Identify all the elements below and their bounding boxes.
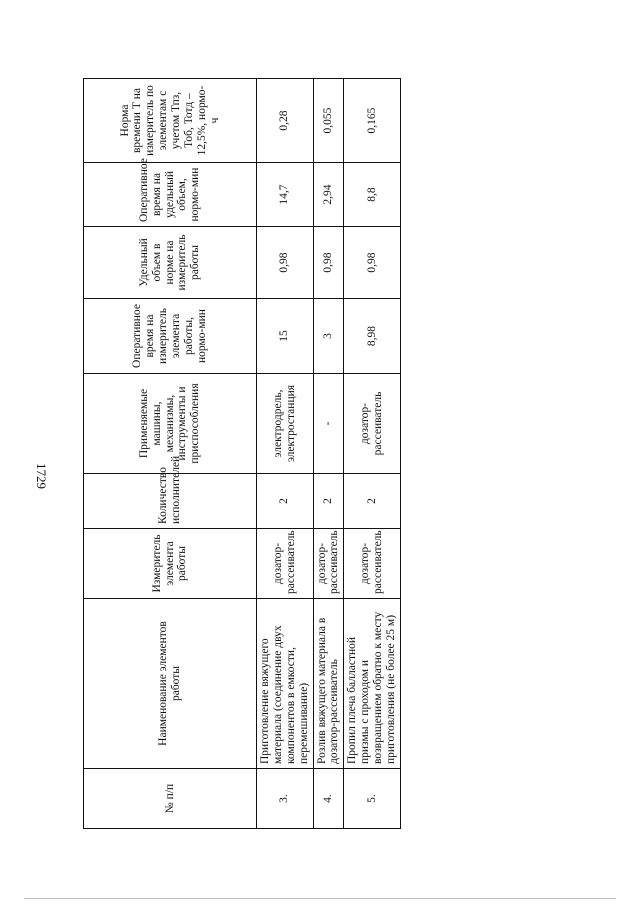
row-workers: 2 (344, 474, 401, 529)
row-name: Розлив вяжущего материала в дозатор-рассеиватель (313, 599, 344, 769)
row-num: 3. (257, 769, 314, 829)
row-op-time-share: 14,7 (257, 163, 314, 227)
row-unit: дозатор-рассеиватель (344, 529, 401, 599)
row-share: 0,98 (313, 227, 344, 299)
table-header-row (84, 79, 257, 829)
header-op-time-share: Оперативное время на удельный объем, нормо-мин (84, 163, 257, 227)
header-share: Удельный объем в норме на измеритель работы (84, 227, 257, 299)
page-number: 1729 (34, 463, 49, 489)
row-op-time-share: 2,94 (313, 163, 344, 227)
header-op-time: Оперативное время на измеритель элемента работы, нормо-мин (84, 299, 257, 374)
row-name: Приготовление вяжущего материала (соединение двух компонентов в емкости, перемешивание) (257, 599, 314, 769)
row-op-time: 3 (313, 299, 344, 374)
page-bottom-rule (24, 898, 616, 899)
row-unit: дозатор-рассеиватель (313, 529, 344, 599)
rotated-table-container (83, 79, 397, 829)
header-norm: Норма времени Т на измеритель по элементам с учетом Тпз, Тоб, Тотд – 12,5%, нормо-ч (84, 79, 257, 163)
row-tools: дозатор-рассеиватель (344, 374, 401, 474)
table-row (257, 79, 314, 829)
header-name: Наименование элементов работы (84, 599, 257, 769)
table-row (313, 79, 344, 829)
row-norm: 0,165 (344, 79, 401, 163)
header-num: № п/п (84, 769, 257, 829)
table-row (344, 79, 401, 829)
header-unit: Измеритель элемента работы (84, 529, 257, 599)
row-num: 5. (344, 769, 401, 829)
row-num: 4. (313, 769, 344, 829)
row-norm: 0,055 (313, 79, 344, 163)
header-workers: Количество исполнителей (84, 474, 257, 529)
row-unit: дозатор-рассеиватель (257, 529, 314, 599)
row-tools: - (313, 374, 344, 474)
row-norm: 0,28 (257, 79, 314, 163)
row-op-time: 15 (257, 299, 314, 374)
header-tools: Применяемые машины, механизмы, инструменты и приспособления (84, 374, 257, 474)
row-share: 0,98 (344, 227, 401, 299)
row-workers: 2 (313, 474, 344, 529)
row-name: Пропил плеча балластной призмы с проходом и возвращением обратно к месту приготовления (не более 25 м) (344, 599, 401, 769)
row-op-time-share: 8,8 (344, 163, 401, 227)
row-share: 0,98 (257, 227, 314, 299)
row-workers: 2 (257, 474, 314, 529)
row-tools: электродрель, электростанция (257, 374, 314, 474)
norms-table (83, 78, 401, 829)
row-op-time: 8,98 (344, 299, 401, 374)
